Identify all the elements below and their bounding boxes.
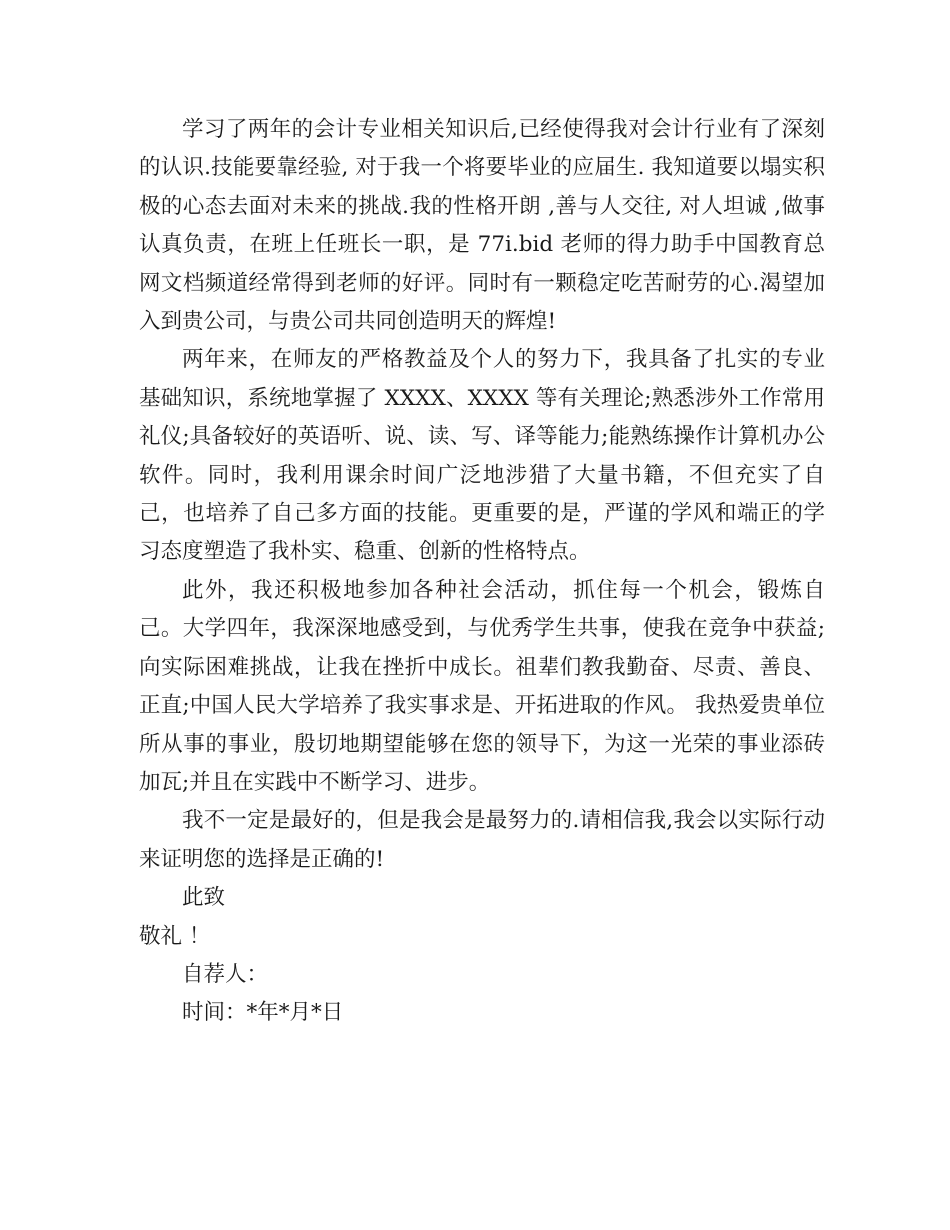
salutation-line: 敬礼 ！ [139,923,211,949]
paragraph-2: 两年来，在师友的严格教益及个人的努力下，我具备了扎实的专业基础知识，系统地掌握了 XXXX、XXXX 等有关理论;熟悉涉外工作常用礼仪;具备较好的英语听、说、读、写、译等能力;能熟练操作计算机办公软件。同时，我利用课余时间广泛地涉猎了大量书籍，不但充实了自己，也培养了自己多方面的技能。更重要的是，严谨的学风和端正的学习态度塑造了我朴实、稳重、创新的性格特点。 [139,347,825,565]
date-line: 时间：*年*月*日 [182,1000,344,1026]
paragraph-4: 我不一定是最好的，但是我会是最努力的.请相信我,我会以实际行动来证明您的选择是正确的! [139,808,825,872]
signer-line: 自荐人： [182,961,269,987]
closing-line: 此致 [182,885,226,911]
paragraph-3: 此外，我还积极地参加各种社会活动，抓住每一个机会，锻炼自己。大学四年，我深深地感受到，与优秀学生共事，使我在竞争中获益;向实际困难挑战，让我在挫折中成长。祖辈们教我勤奋、尽责、善良、正直;中国人民大学培养了我实事求是、开拓进取的作风。 我热爱贵单位所从事的事业，殷切地期望能够在您的领导下，为这一光荣的事业添砖加瓦;并且在实践中不断学习、进步。 [139,577,825,795]
letter-body [139,111,825,1033]
paragraph-1: 学习了两年的会计专业相关知识后,已经使得我对会计行业有了深刻的认识.技能要靠经验, 对于我一个将要毕业的应届生. 我知道要以塌实积极的心态去面对未来的挑战.我的性格开朗 ,善与人交往, 对人坦诚 ,做事认真负责，在班上任班长一职，是 77i.bid 老师的得力助手中国教育总网文档频道经常得到老师的好评。同时有一颗稳定吃苦耐劳的心.渴望加入到贵公司，与贵公司共同创造明天的辉煌! [139,117,825,335]
